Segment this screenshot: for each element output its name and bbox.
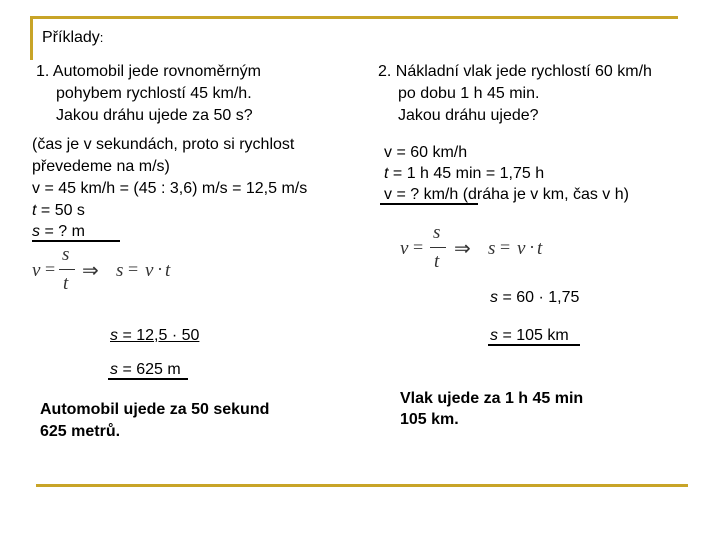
right-formula-fraction-bar [430,247,446,248]
right-formula-eq: = [413,237,424,257]
left-formula-s: s [62,244,70,265]
right-calc-1-var: s [490,289,498,306]
right-task-line-1: 2. Nákladní vlak jede rychlostí 60 km/h [378,63,652,80]
left-given-v: v = 45 km/h = (45 : 3,6) m/s = 12,5 m/s [32,180,308,197]
left-calc-2-rest: = 625 m [118,361,181,378]
right-formula-s: s [433,222,441,243]
left-given-underline [32,240,120,242]
right-calc-1-rest: = 60 · 1,75 [498,289,580,306]
left-formula-rhs-t: t [165,260,171,281]
right-task-line-3: Jakou dráhu ujede? [398,107,539,124]
title-colon: : [99,30,104,45]
right-given-v2-note: (dráha je v km, čas v h) [458,186,629,203]
frame-bottom-line [36,484,688,487]
left-calc-1 [110,326,199,346]
left-formula [30,246,180,298]
right-formula [398,224,558,276]
left-formula-rhs-dot: · [157,259,163,279]
right-calc-2-var: s [490,327,498,344]
right-answer-line-2: 105 km. [400,411,459,428]
left-formula-eq: = [45,259,56,279]
left-task-line-2: pohybem rychlostí 45 km/h. [56,85,252,102]
left-formula-rhs-eq: = [128,259,139,279]
right-given-v2-text: v = ? km/h [384,186,459,203]
left-given-t-rest: = 50 s [36,202,85,219]
right-given-underline [380,203,478,205]
left-calc-underline [108,378,188,380]
left-answer-line-1: Automobil ujede za 50 sekund [40,401,270,418]
right-formula-t: t [434,251,440,272]
left-given-s-var: s [32,223,40,240]
right-formula-rhs-v: v [517,238,526,259]
left-given-t-var: t [32,202,37,219]
right-formula-rhs-dot: · [529,237,535,257]
title-text: Příklady [42,29,100,46]
left-answer-line-2: 625 metrů. [40,423,121,440]
right-answer-line-1: Vlak ujede za 1 h 45 min [400,390,584,407]
left-given-t [32,201,85,221]
right-calc-underline [488,344,580,346]
right-calc-1 [490,288,579,308]
right-formula-implies: ⇒ [454,238,471,260]
left-note-line-1: (čas je v sekundách, proto si rychlost [32,136,295,153]
right-given-t-rest: = 1 h 45 min = 1,75 h [388,165,545,182]
right-formula-v: v [400,238,409,259]
right-calc-2 [490,326,569,346]
frame-left-line [30,16,33,60]
right-given-v2 [384,185,629,205]
left-calc-2 [110,360,181,380]
frame-top-line [30,16,678,19]
right-calc-2-rest: = 105 km [498,327,569,344]
left-formula-v: v [32,260,41,281]
left-calc-2-var: s [110,361,118,378]
right-given-t-var: t [384,165,389,182]
left-formula-fraction-bar [59,269,75,270]
page-title [42,28,103,48]
left-given-s [32,222,85,242]
left-formula-implies: ⇒ [82,260,99,282]
left-task-line-3: Jakou dráhu ujede za 50 s? [56,107,253,124]
right-given-v: v = 60 km/h [384,144,468,161]
left-note-line-2: převedeme na m/s) [32,158,170,175]
right-formula-rhs-t: t [537,238,543,259]
left-formula-t: t [63,273,69,294]
right-formula-rhs-eq: = [500,237,511,257]
right-given-t [384,164,544,184]
left-calc-1-var: s [110,327,118,344]
right-task-line-2: po dobu 1 h 45 min. [398,85,540,102]
left-formula-rhs-v: v [145,260,154,281]
left-task-line-1: 1. Automobil jede rovnoměrným [36,63,261,80]
right-formula-rhs-s: s [488,238,496,259]
left-formula-rhs-s: s [116,260,124,281]
left-calc-1-rest: = 12,5 · 50 [118,327,200,344]
left-given-s-rest: = ? m [40,223,85,240]
